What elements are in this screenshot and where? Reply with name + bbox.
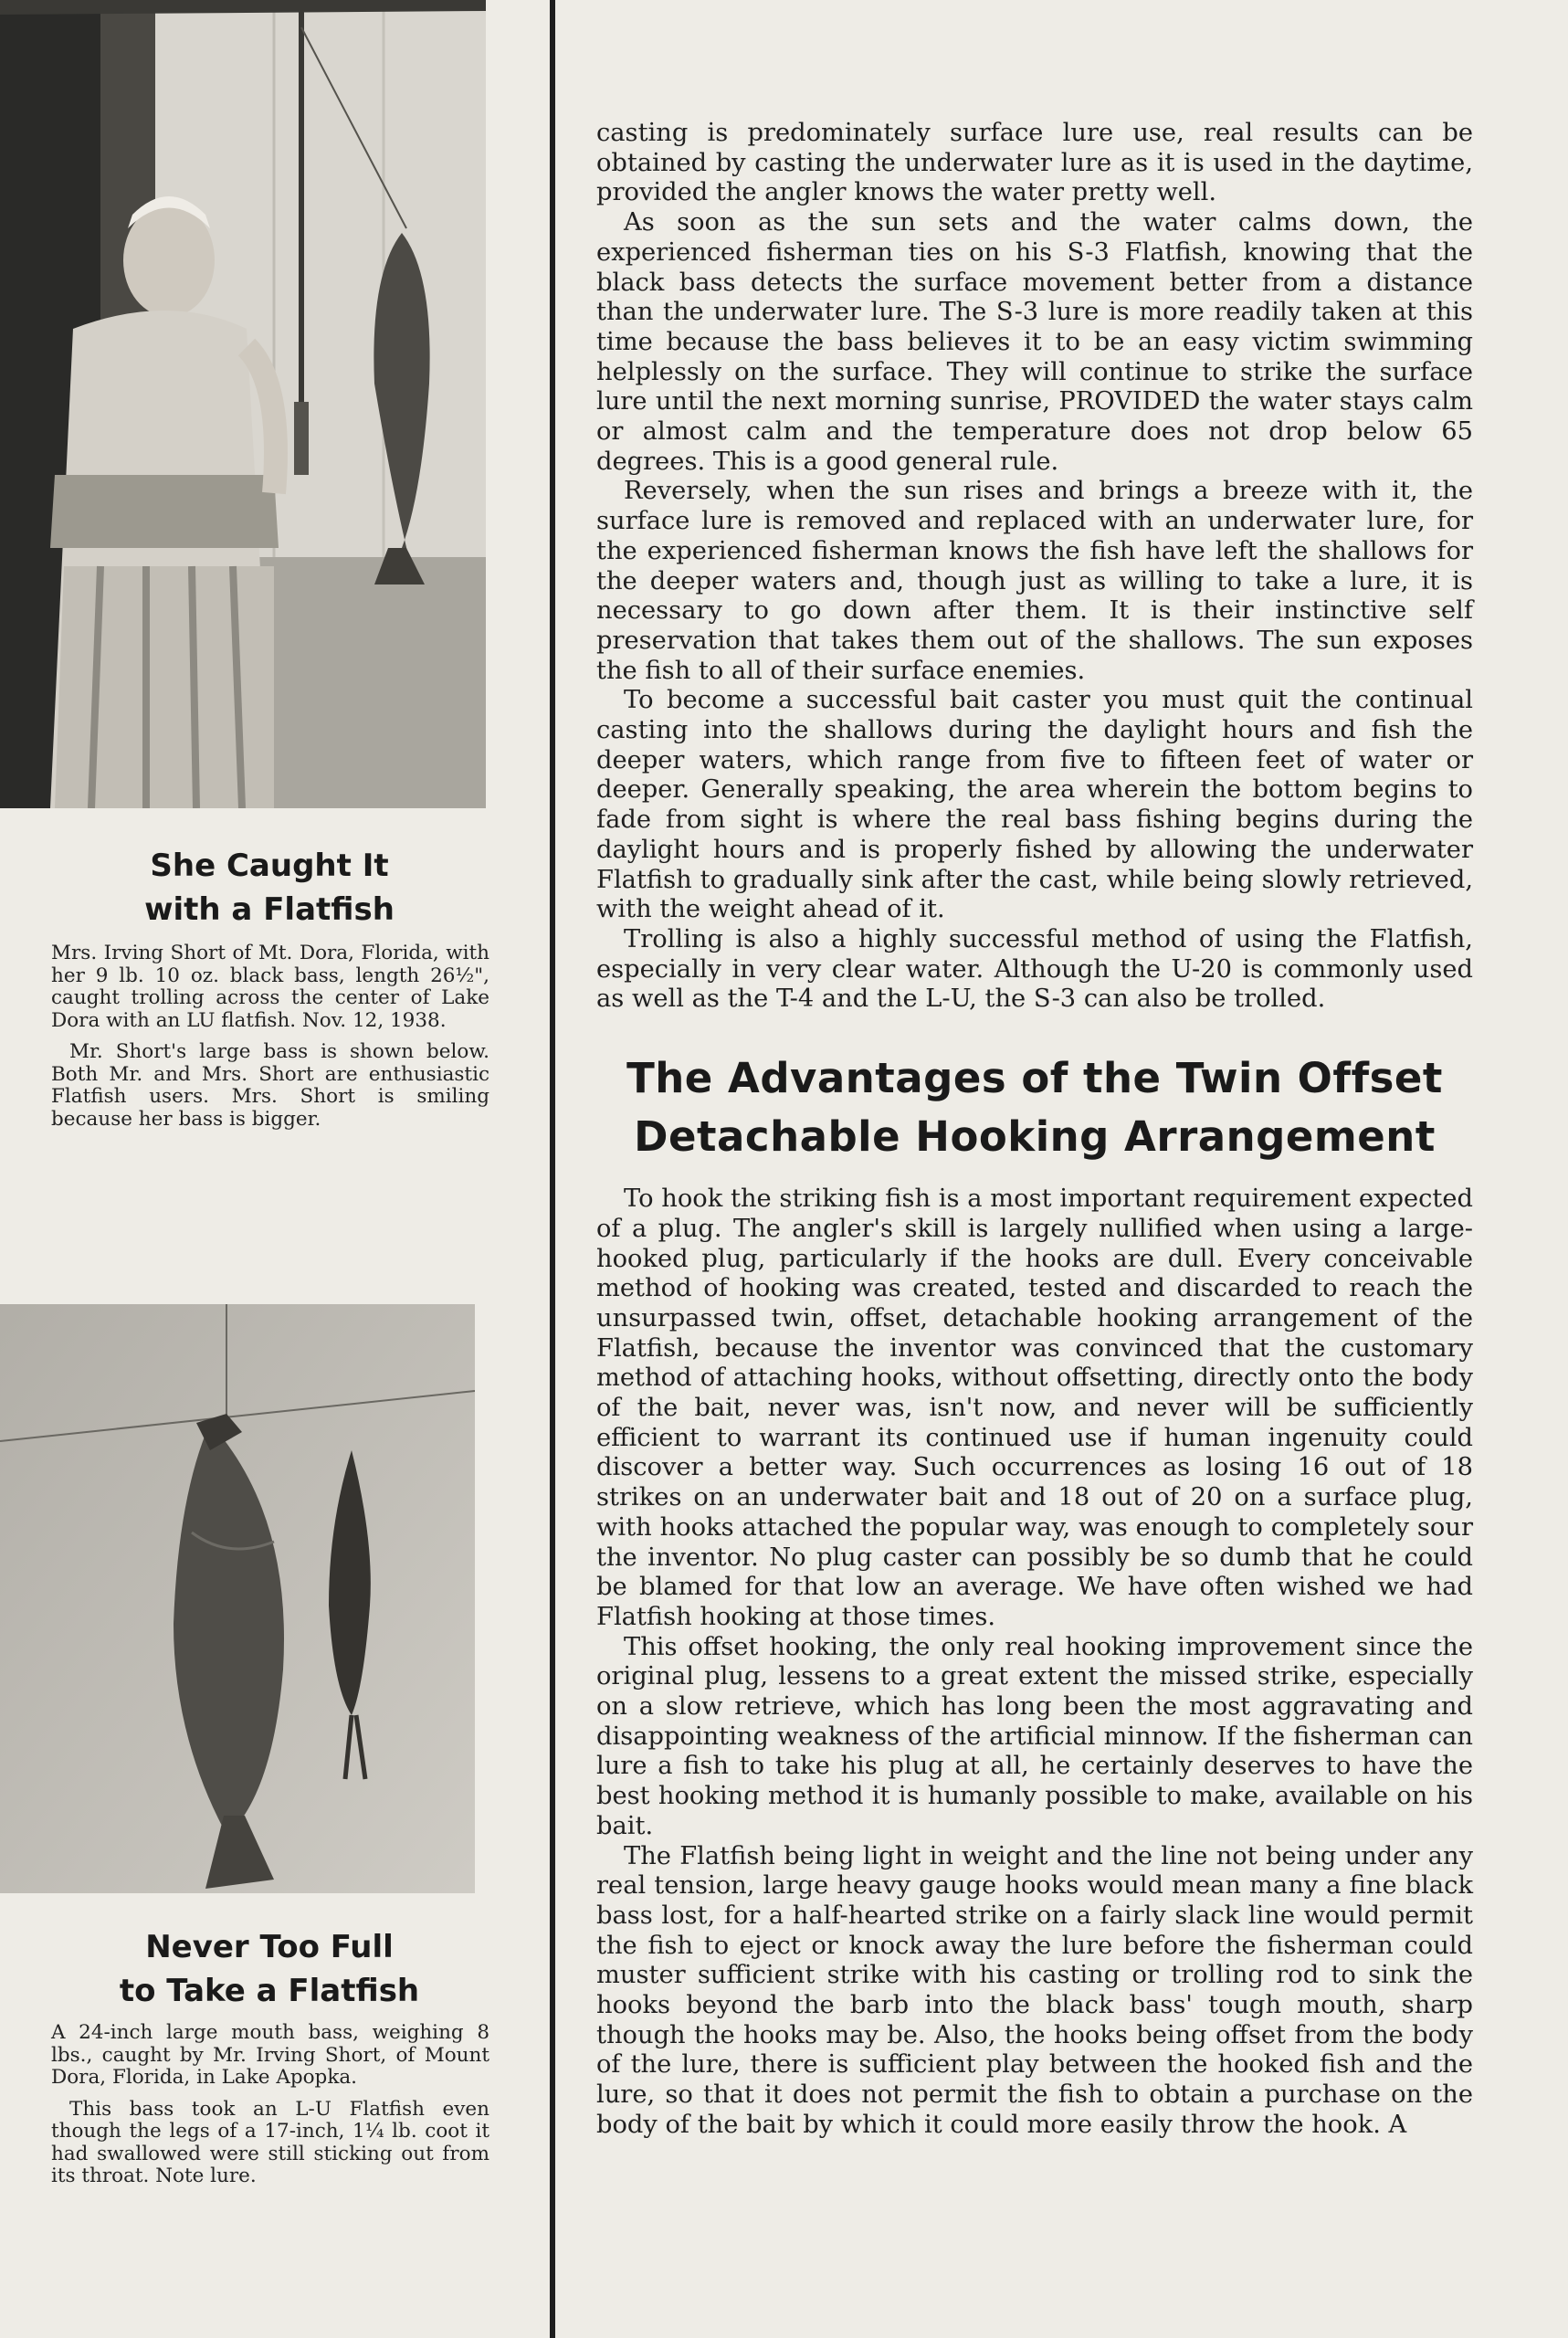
photo1-title-line1: She Caught It	[150, 848, 389, 884]
article-paragraph: Trolling is also a highly successful method of using the Flatfish, especially in very clear water. Although the U-20 is commonly used as well as the T-4 and the L-U, the S-3 can also be trolled.	[596, 924, 1473, 1014]
photo2-caption	[51, 2022, 489, 2197]
section-heading-line2: Detachable Hooking Arrangement	[634, 1112, 1436, 1162]
article-paragraph: casting is predominately surface lure use, real results can be obtained by casting the underwater lure as it is used in the daytime, provided the angler knows the water pretty well.	[596, 119, 1473, 207]
photo2-title-line1: Never Too Full	[145, 1929, 394, 1965]
column-divider	[550, 0, 555, 2338]
article-paragraph: To hook the striking fish is a most important requirement expected of a plug. The angler's skill is largely nullified when using a large-hooked plug, particularly if the hooks are dull. Every conceivable method of hooking was created, tested and discarded to reach the unsurpassed twin, offset, detachable hooking arrangement of the Flatfish, because the inventor was convinced that the customary method of attaching hooks, without offsetting, directly onto the body of the bait, never was, isn't now, and never will be sufficiently efficient to warrant its continued use if human ingenuity could discover a better way. Such occurrences as losing 16 out of 18 strikes on an underwater bait and 18 out of 20 on a surface plug, with hooks attached the popular way, was enough to completely sour the inventor. No plug caster can possibly be so dumb that he could be blamed for that low an average. We have often wished we had Flatfish hooking at those times.	[596, 1185, 1473, 1631]
article-paragraph: The Flatfish being light in weight and the line not being under any real tension, large heavy gauge hooks would mean many a fine black bass lost, for a half-hearted strike on a fairly slack line would permit the fish to eject or knock away the lure before the fisherman could muster sufficient strike with his casting or trolling rod to sink the hooks beyond the barb into the black bass' tough mouth, sharp though the hooks may be. Also, the hooks being offset from the body of the lure, there is sufficient play between the hooked fish and the lure, so that it does not permit the fish to obtain a purchase on the body of the bait by which it could more easily throw the hook. A	[596, 1841, 1473, 2139]
photo2-caption-p1: A 24-inch large mouth bass, weighing 8 lbs., caught by Mr. Irving Short, of Mount Dora, Florida, in Lake Apopka.	[51, 2021, 489, 2089]
photo1-caption-p1: Mrs. Irving Short of Mt. Dora, Florida, with her 9 lb. 10 oz. black bass, length 26½", caught trolling across the center of Lake Dora with an LU flatfish. Nov. 12, 1938.	[51, 942, 489, 1032]
article-paragraph: As soon as the sun sets and the water calms down, the experienced fisherman ties on his S-3 Flatfish, knowing that the black bass detects the surface movement better from a distance than the underwater lure. The S-3 lure is more readily taken at this time because the bass believes it to be an easy victim swimming helplessly on the surface. They will continue to strike the surface lure until the next morning sunrise, PROVIDED the water stays calm or almost calm and the temperature does not drop below 65 degrees. This is a good general rule.	[596, 208, 1473, 476]
photo-woman-with-bass	[0, 0, 486, 808]
article-paragraph: To become a successful bait caster you must quit the continual casting into the shallows during the daylight hours and fish the deeper waters, which range from five to fifteen feet of water or deeper. Generally speaking, the area wherein the bottom begins to fade from sight is where the real bass fishing begins during the daylight hours and is properly fished by allowing the underwater Flatfish to gradually sink after the cast, while being slowly retrieved, with the weight ahead of it.	[596, 686, 1473, 924]
left-column	[0, 0, 548, 2338]
photo2-title	[0, 1925, 539, 2013]
bass-and-coot-image	[0, 1304, 475, 1893]
article-column	[596, 119, 1473, 2141]
photo1-caption	[51, 943, 489, 1140]
photo1-caption-p2: Mr. Short's large bass is shown below. Both Mr. and Mrs. Short are enthusiastic Flatfish users. Mrs. Short is smiling because her bass is bigger.	[51, 1040, 489, 1131]
section-heading-line1: The Advantages of the Twin Offset	[626, 1054, 1443, 1103]
photo2-title-line2: to Take a Flatfish	[119, 1973, 420, 2009]
photo-bass-and-coot	[0, 1304, 475, 1893]
photo2-caption-p2: This bass took an L-U Flatfish even though the legs of a 17-inch, 1¼ lb. coot it had swallowed were still sticking out from its throat. Note lure.	[51, 2097, 489, 2187]
article-paragraph: This offset hooking, the only real hooking improvement since the original plug, lessens to a great extent the missed strike, especially on a slow retrieve, which has long been the most aggravating and disappointing weakness of the artificial minnow. If the fisherman can lure a fish to take his plug at all, he certainly deserves to have the best hooking method it is humanly possible to make, available on his bait.	[596, 1632, 1473, 1840]
photo1-title	[0, 844, 539, 932]
section-heading	[596, 1049, 1473, 1166]
article-paragraph: Reversely, when the sun rises and brings a breeze with it, the surface lure is removed and replaced with an underwater lure, for the experienced fisherman knows the fish have left the shallows for the deeper waters and, though just as willing to take a lure, it is necessary to go down after them. It is their instinctive self preservation that takes them out of the shallows. The sun exposes the fish to all of their surface enemies.	[596, 477, 1473, 685]
photo1-title-line2: with a Flatfish	[144, 891, 395, 928]
woman-with-bass-image	[0, 0, 486, 808]
